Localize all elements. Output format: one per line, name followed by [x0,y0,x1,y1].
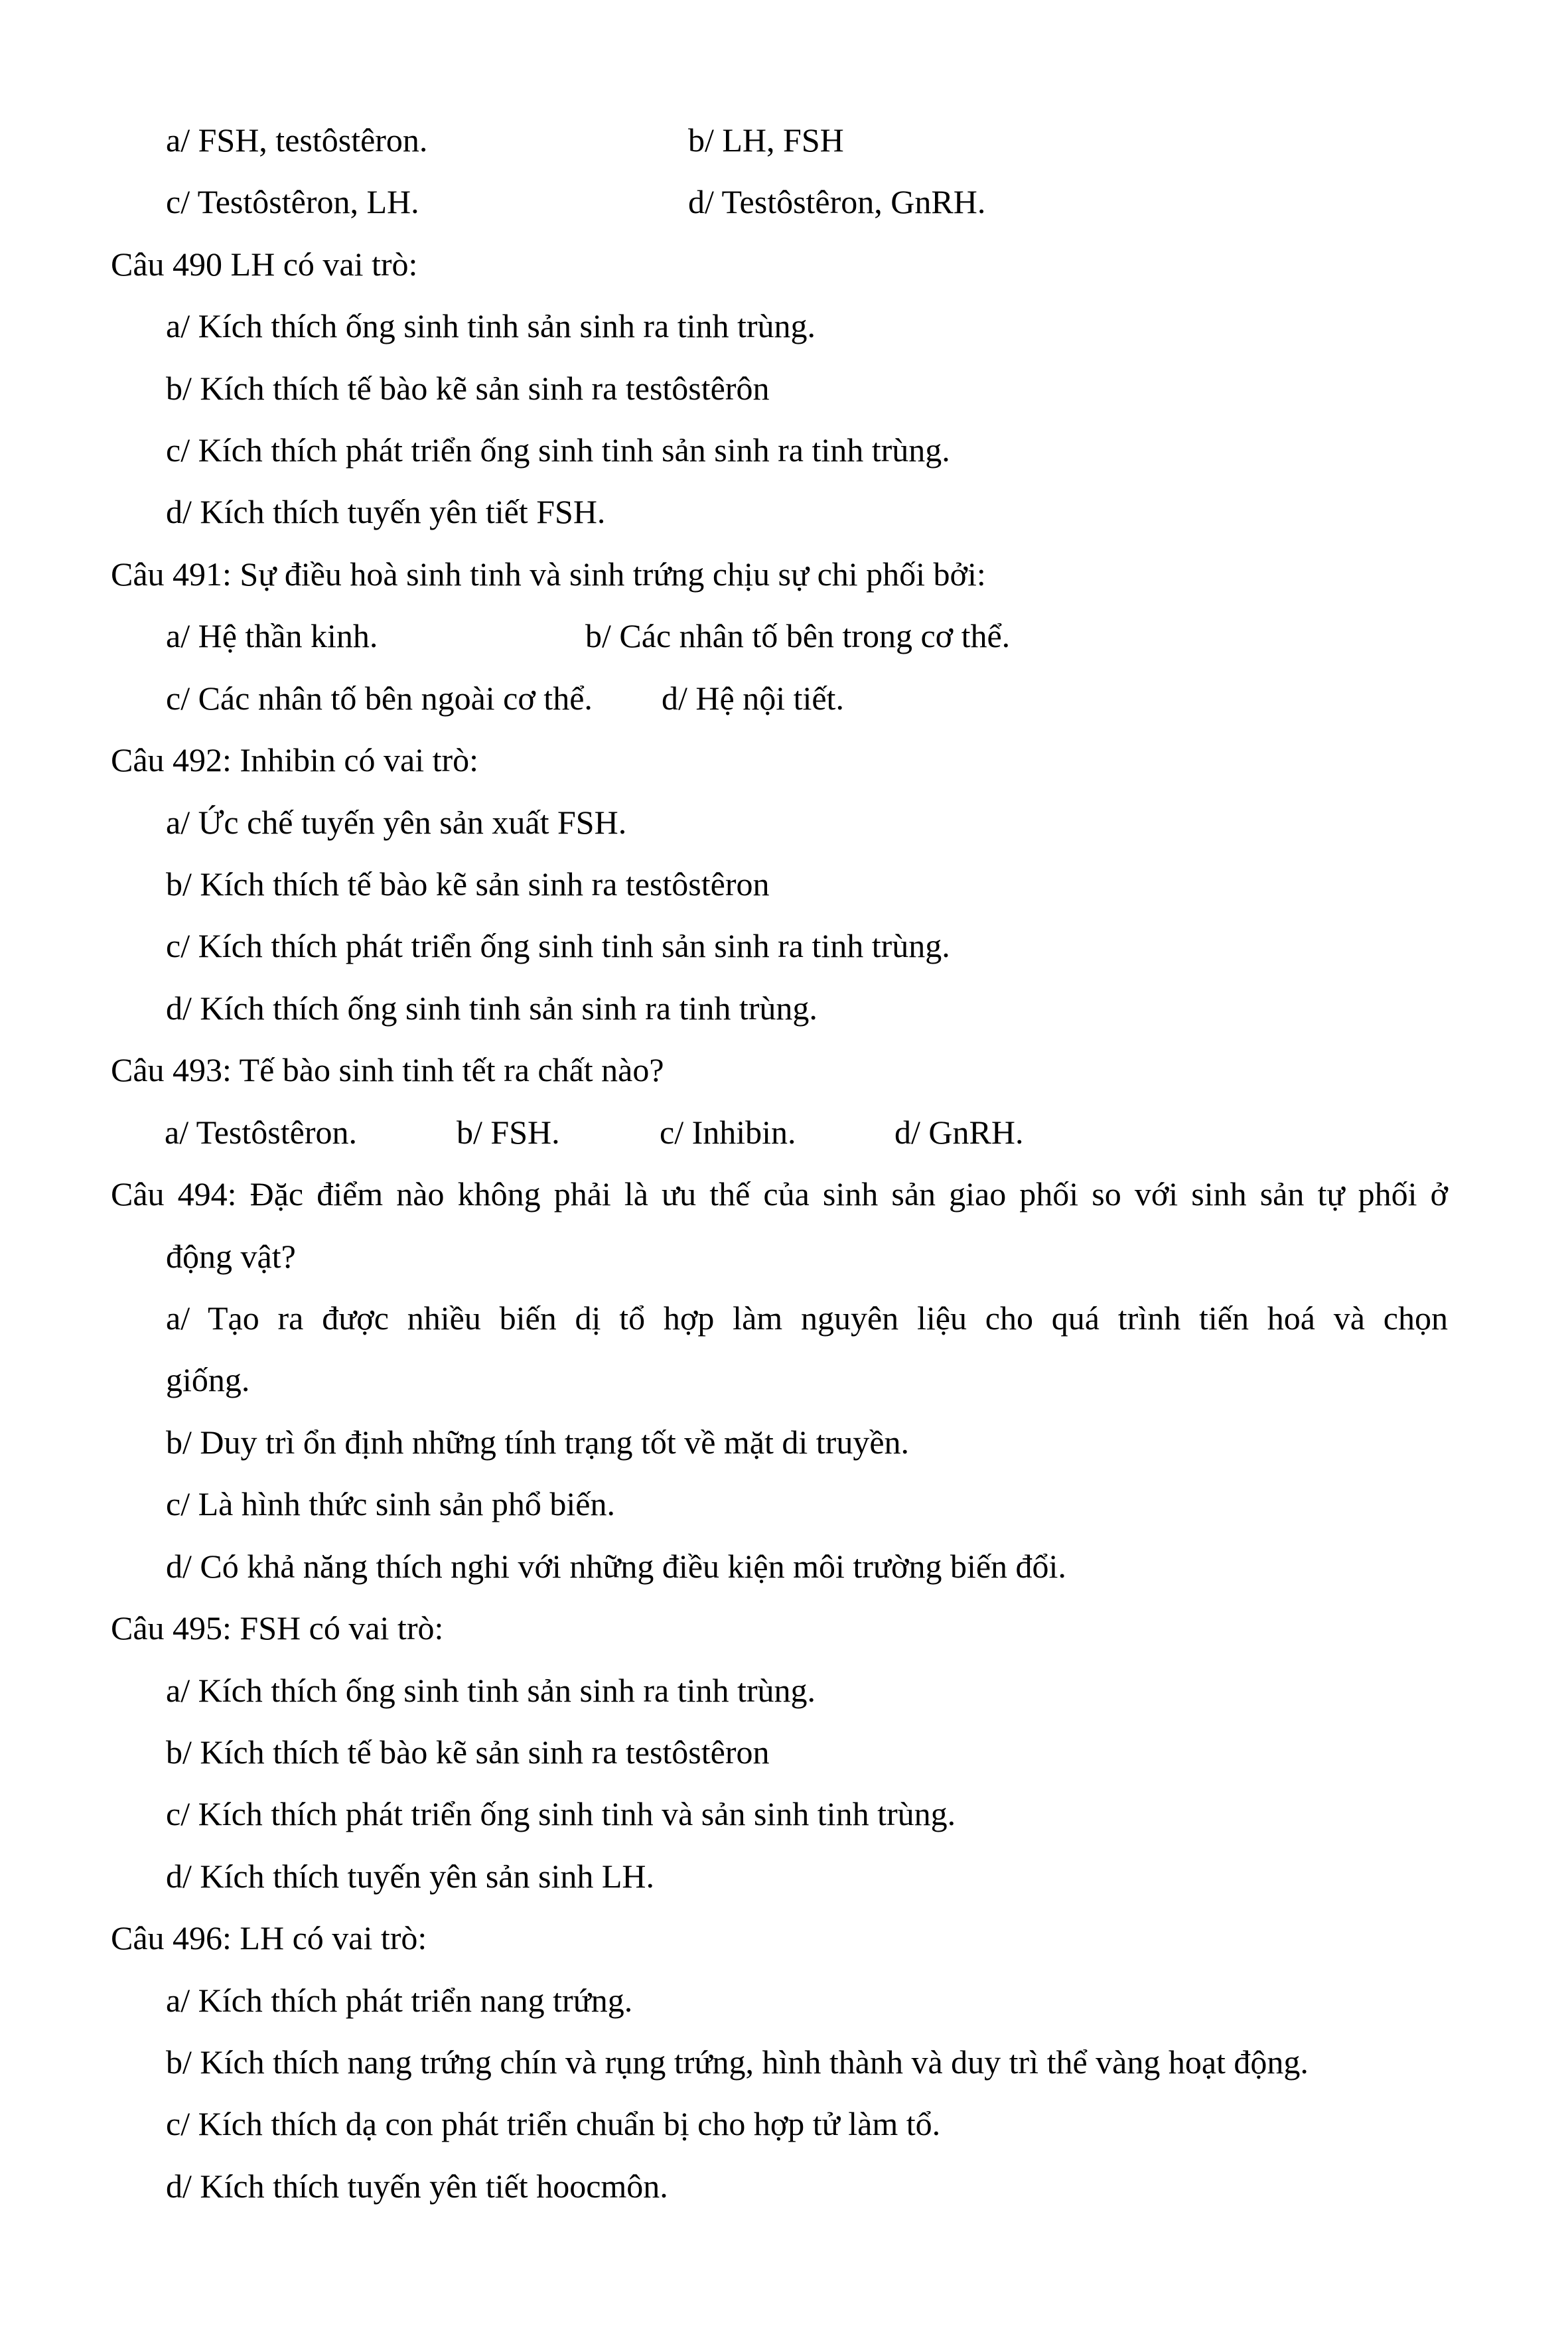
q494-option-a-line2: giống. [166,1361,250,1398]
q490-option-c: c/ Kích thích phát triển ống sinh tinh sản sinh ra tinh trùng. [166,431,950,469]
q493-title: Câu 493: Tế bào sinh tinh tết ra chất nào? [111,1051,664,1088]
q494-option-c: c/ Là hình thức sinh sản phổ biến. [166,1485,615,1522]
q491-option-b: b/ Các nhân tố bên trong cơ thể. [585,617,1011,654]
q492-option-c: c/ Kích thích phát triển ống sinh tinh sản sinh ra tinh trùng. [166,927,950,964]
q490-option-a: a/ Kích thích ống sinh tinh sản sinh ra tinh trùng. [166,307,816,344]
q495-title: Câu 495: FSH có vai trò: [111,1609,444,1647]
q495-option-b: b/ Kích thích tế bào kẽ sản sinh ra testôstêron [166,1733,770,1771]
q491-title: Câu 491: Sự điều hoà sinh tinh và sinh trứng chịu sự chi phối bởi: [111,555,986,593]
q495-option-a: a/ Kích thích ống sinh tinh sản sinh ra tinh trùng. [166,1672,816,1709]
q493-option-c: c/ Inhibin. [660,1114,796,1151]
q492-option-b: b/ Kích thích tế bào kẽ sản sinh ra testôstêron [166,865,770,903]
q491-option-c: c/ Các nhân tố bên ngoài cơ thể. [166,680,593,717]
q489-option-a: a/ FSH, testôstêron. [166,121,428,159]
q495-option-c: c/ Kích thích phát triển ống sinh tinh và sản sinh tinh trùng. [166,1795,956,1832]
q493-option-b: b/ FSH. [457,1114,560,1151]
q493-option-d: d/ GnRH. [894,1114,1024,1151]
q489-option-c: c/ Testôstêron, LH. [166,183,419,220]
q494-option-a-line1: a/ Tạo ra được nhiều biến dị tổ hợp làm nguyên liệu cho quá trình tiến hoá và chọn [166,1299,1448,1337]
q496-option-b: b/ Kích thích nang trứng chín và rụng trứng, hình thành và duy trì thể vàng hoạt động. [166,2043,1309,2081]
q496-option-a: a/ Kích thích phát triển nang trứng. [166,1982,633,2019]
q492-option-a: a/ Ức chế tuyến yên sản xuất FSH. [166,804,627,841]
q492-title: Câu 492: Inhibin có vai trò: [111,741,479,778]
q490-option-b: b/ Kích thích tế bào kẽ sản sinh ra testôstêrôn [166,370,770,407]
q496-option-d: d/ Kích thích tuyến yên tiết hoocmôn. [166,2168,668,2205]
q495-option-d: d/ Kích thích tuyến yên sản sinh LH. [166,1858,654,1895]
q494-option-b: b/ Duy trì ổn định những tính trạng tốt về mặt di truyền. [166,1424,910,1461]
q496-option-c: c/ Kích thích dạ con phát triển chuẩn bị cho hợp tử làm tổ. [166,2105,941,2142]
q490-title: Câu 490 LH có vai trò: [111,246,418,283]
q493-option-a: a/ Testôstêron. [165,1114,357,1151]
q489-option-b: b/ LH, FSH [688,121,844,159]
q494-title-line1: Câu 494: Đặc điểm nào không phải là ưu thế của sinh sản giao phối so với sinh sản tự phối ở [111,1175,1448,1213]
q489-option-d: d/ Testôstêron, GnRH. [688,183,986,220]
q496-title: Câu 496: LH có vai trò: [111,1919,427,1956]
q494-option-d: d/ Có khả năng thích nghi với những điều kiện môi trường biến đổi. [166,1548,1066,1585]
q491-option-d: d/ Hệ nội tiết. [662,680,844,717]
q494-title-line2: động vật? [166,1238,296,1275]
q492-option-d: d/ Kích thích ống sinh tinh sản sinh ra tinh trùng. [166,990,818,1027]
q490-option-d: d/ Kích thích tuyến yên tiết FSH. [166,493,606,530]
q491-option-a: a/ Hệ thần kinh. [166,617,378,654]
